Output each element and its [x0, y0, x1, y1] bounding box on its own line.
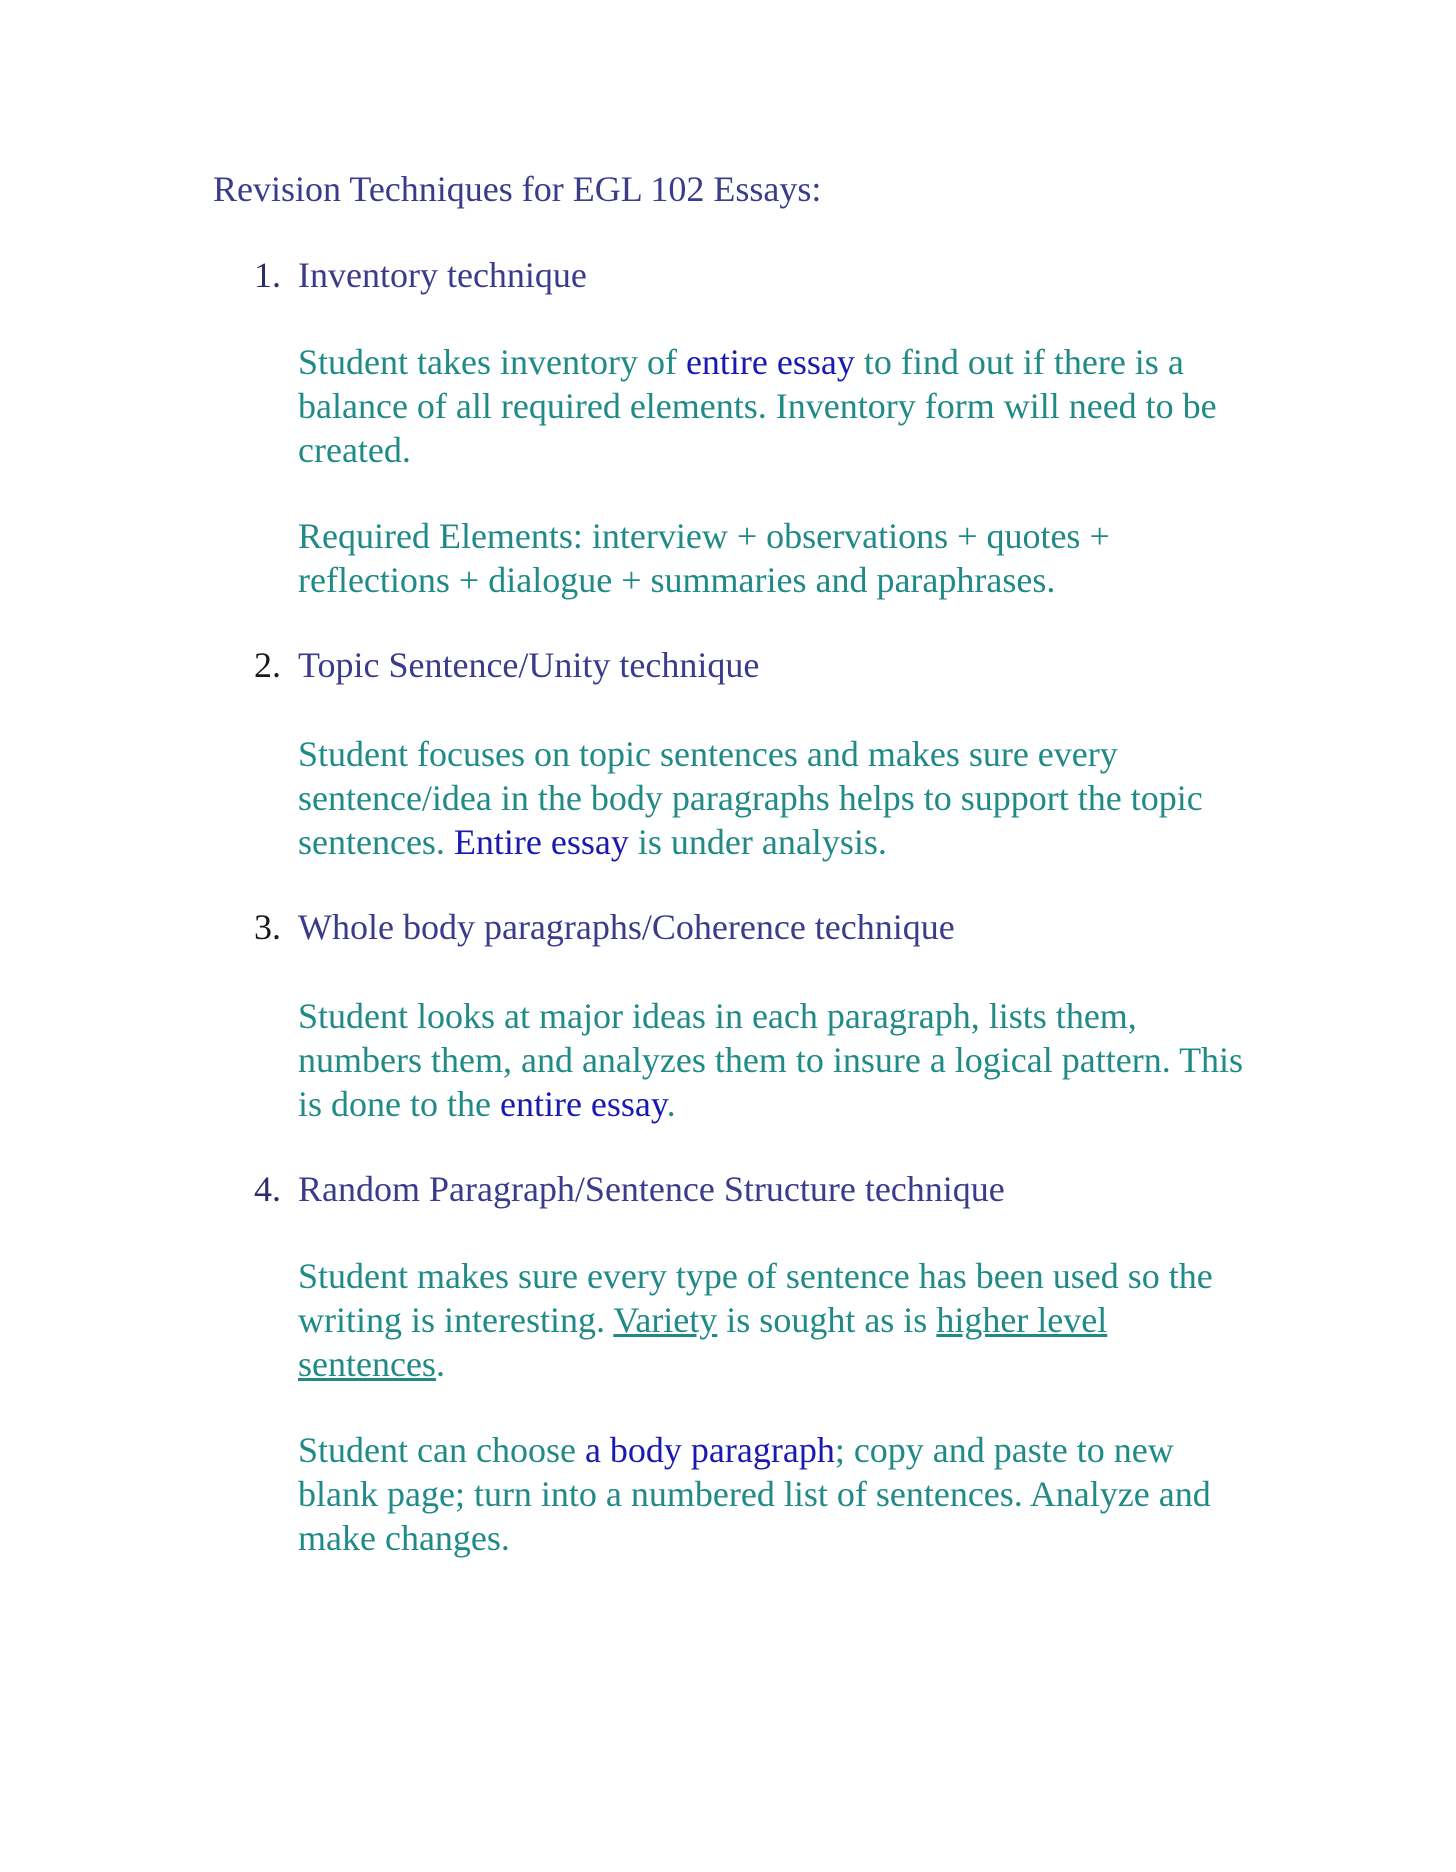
- underlined-text: higher level sentences: [298, 1300, 1108, 1384]
- item-2-description: [298, 732, 1258, 864]
- text-segment: is under analysis.: [628, 822, 887, 862]
- text-segment: .: [435, 1344, 445, 1384]
- text-segment: Student makes sure every type of sentence has been used so the writing is interesting.: [298, 1256, 1213, 1340]
- text-segment: Student focuses on topic sentences and makes sure every sentence/idea in the body paragraphs helps to support the topic sentences.: [298, 734, 1203, 862]
- item-heading: Random Paragraph/Sentence Structure technique: [298, 1169, 1005, 1209]
- highlighted-text: entire essay: [685, 342, 855, 382]
- page-title: Revision Techniques for EGL 102 Essays:: [213, 169, 822, 209]
- item-4-instructions: [298, 1428, 1258, 1560]
- item-heading: Whole body paragraphs/Coherence technique: [298, 907, 955, 947]
- item-heading: Inventory technique: [298, 255, 587, 295]
- item-number: 4.: [254, 1169, 281, 1209]
- item-4-description: [298, 1254, 1258, 1386]
- item-number: 2.: [254, 645, 281, 685]
- text-segment: .: [666, 1084, 676, 1124]
- text-segment: Student can choose: [298, 1430, 585, 1470]
- text-segment: Student looks at major ideas in each paragraph, lists them, numbers them, and analyzes them to insure a logical pattern. This is done to the: [298, 996, 1244, 1124]
- highlighted-text: a body paragraph: [584, 1430, 835, 1470]
- text-segment: Student takes inventory of: [298, 342, 686, 382]
- item-1-required-elements: Required Elements: interview + observations + quotes + reflections + dialogue + summaries and paraphrases.: [298, 516, 1110, 600]
- highlighted-text: entire essay: [499, 1084, 667, 1124]
- text-segment: ; copy and paste to new blank page; turn into a numbered list of sentences. Analyze and make changes.: [298, 1430, 1211, 1558]
- item-heading: Topic Sentence/Unity technique: [298, 645, 760, 685]
- text-segment: is sought as is: [717, 1300, 937, 1340]
- item-3-description: [298, 994, 1258, 1126]
- text-segment: to find out if there is a balance of all required elements. Inventory form will need to be created.: [298, 342, 1217, 470]
- item-number: 1.: [254, 255, 281, 295]
- highlighted-text: Entire essay: [453, 822, 629, 862]
- underlined-text: Variety: [613, 1300, 718, 1340]
- item-1-description: [298, 340, 1258, 472]
- item-number: 3.: [254, 907, 281, 947]
